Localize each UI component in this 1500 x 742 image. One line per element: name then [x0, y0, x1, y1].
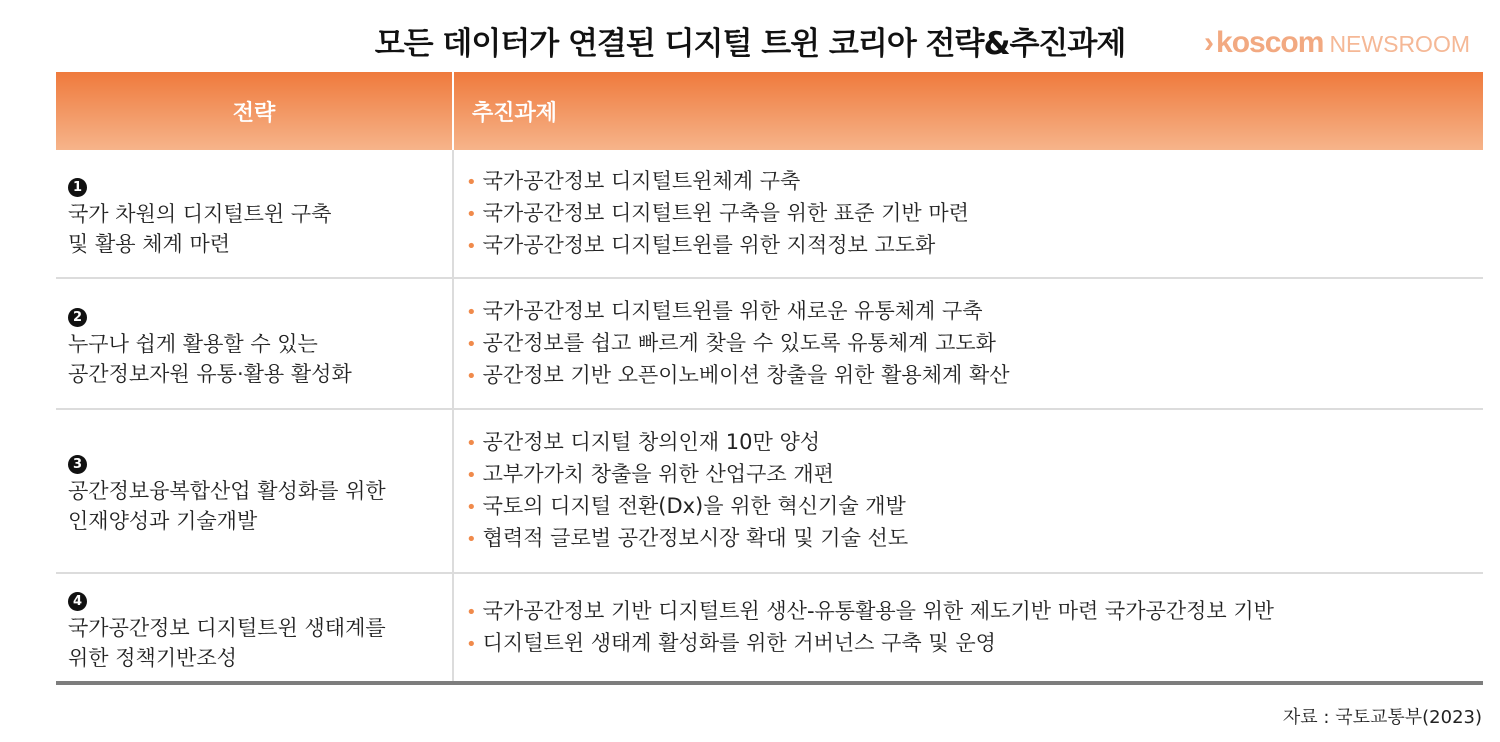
bullet-icon: •	[466, 203, 477, 225]
table-row	[56, 409, 1483, 573]
task-text: 국가공간정보 디지털트윈체계 구축	[482, 168, 801, 193]
task-item	[466, 230, 1482, 262]
task-item	[466, 491, 1482, 523]
bullet-icon: •	[466, 433, 477, 454]
logo-brand: koscom	[1216, 26, 1324, 59]
bullet-icon: •	[466, 301, 477, 323]
task-text: 공간정보 기반 오픈이노베이션 창출을 위한 활용체계 확산	[482, 362, 1010, 387]
strategy-line: 및 활용 체계 마련	[68, 231, 231, 256]
strategy-line: 누구나 쉽게 활용할 수 있는	[68, 331, 318, 356]
task-item	[466, 427, 1482, 459]
tasks-cell	[453, 278, 1483, 409]
page-title: 모든 데이터가 연결된 디지털 트윈 코리아 전략&추진과제	[374, 26, 1126, 62]
logo-chevron-icon: ›	[1204, 26, 1215, 59]
task-text: 국가공간정보 디지털트윈를 위한 새로운 유통체계 구축	[482, 298, 983, 323]
bullet-icon: •	[466, 171, 477, 193]
bullet-icon: •	[466, 365, 477, 387]
number-badge: 4	[68, 592, 87, 611]
strategy-cell	[56, 573, 453, 683]
tasks-cell	[453, 409, 1483, 573]
task-text: 국토의 디지털 전환(Dx)을 위한 혁신기술 개발	[482, 494, 906, 518]
number-badge: 3	[68, 455, 87, 474]
bullet-icon: •	[466, 235, 477, 257]
tasks-cell	[453, 573, 1483, 683]
task-text: 국가공간정보 디지털트윈를 위한 지적정보 고도화	[482, 232, 936, 257]
bullet-icon: •	[466, 633, 477, 655]
task-item	[466, 596, 1482, 628]
table-header-row	[56, 72, 1483, 150]
task-text: 국가공간정보 디지털트윈 구축을 위한 표준 기반 마련	[482, 200, 969, 225]
strategy-table	[56, 72, 1483, 685]
task-item	[466, 296, 1482, 328]
task-text: 국가공간정보 기반 디지털트윈 생산-유통활용을 위한 제도기반 마련 국가공간정보 기반	[482, 598, 1274, 623]
task-text: 협력적 글로벌 공간정보시장 확대 및 기술 선도	[482, 526, 909, 550]
table-row	[56, 573, 1483, 683]
header-strategy: 전략	[56, 72, 453, 150]
source-note: 자료 : 국토교통부(2023)	[1282, 707, 1482, 728]
task-item	[466, 198, 1482, 230]
strategy-line: 인재양성과 기술개발	[68, 509, 258, 533]
strategy-line: 국가공간정보 디지털트윈 생태계를	[68, 615, 386, 640]
strategy-cell	[56, 278, 453, 409]
strategy-cell	[56, 150, 453, 278]
task-item	[466, 166, 1482, 198]
strategy-line: 공간정보자원 유통·활용 활성화	[68, 361, 352, 386]
task-text: 디지털트윈 생태계 활성화를 위한 거버넌스 구축 및 운영	[482, 630, 996, 655]
table-row	[56, 150, 1483, 278]
task-item	[466, 360, 1482, 392]
strategy-line: 국가 차원의 디지털트윈 구축	[68, 201, 332, 226]
bullet-icon: •	[466, 465, 477, 486]
number-badge: 2	[68, 308, 87, 327]
table-row	[56, 278, 1483, 409]
koscom-newsroom-logo	[1204, 28, 1470, 58]
task-item	[466, 459, 1482, 491]
task-item	[466, 628, 1482, 660]
number-badge: 1	[68, 178, 87, 197]
bullet-icon: •	[466, 497, 477, 518]
task-item	[466, 523, 1482, 555]
task-item	[466, 328, 1482, 360]
logo-subtitle: NEWSROOM	[1329, 31, 1470, 57]
task-text: 공간정보 디지털 창의인재 10만 양성	[482, 430, 821, 454]
bullet-icon: •	[466, 333, 477, 355]
bullet-icon: •	[466, 601, 477, 623]
task-text: 공간정보를 쉽고 빠르게 찾을 수 있도록 유통체계 고도화	[482, 330, 996, 355]
tasks-cell	[453, 150, 1483, 278]
strategy-line: 공간정보융복합산업 활성화를 위한	[68, 479, 386, 503]
strategy-cell	[56, 409, 453, 573]
header-tasks: 추진과제	[453, 72, 1483, 150]
task-text: 고부가가치 창출을 위한 산업구조 개편	[482, 462, 834, 486]
bullet-icon: •	[466, 529, 477, 550]
strategy-line: 위한 정책기반조성	[68, 645, 237, 670]
